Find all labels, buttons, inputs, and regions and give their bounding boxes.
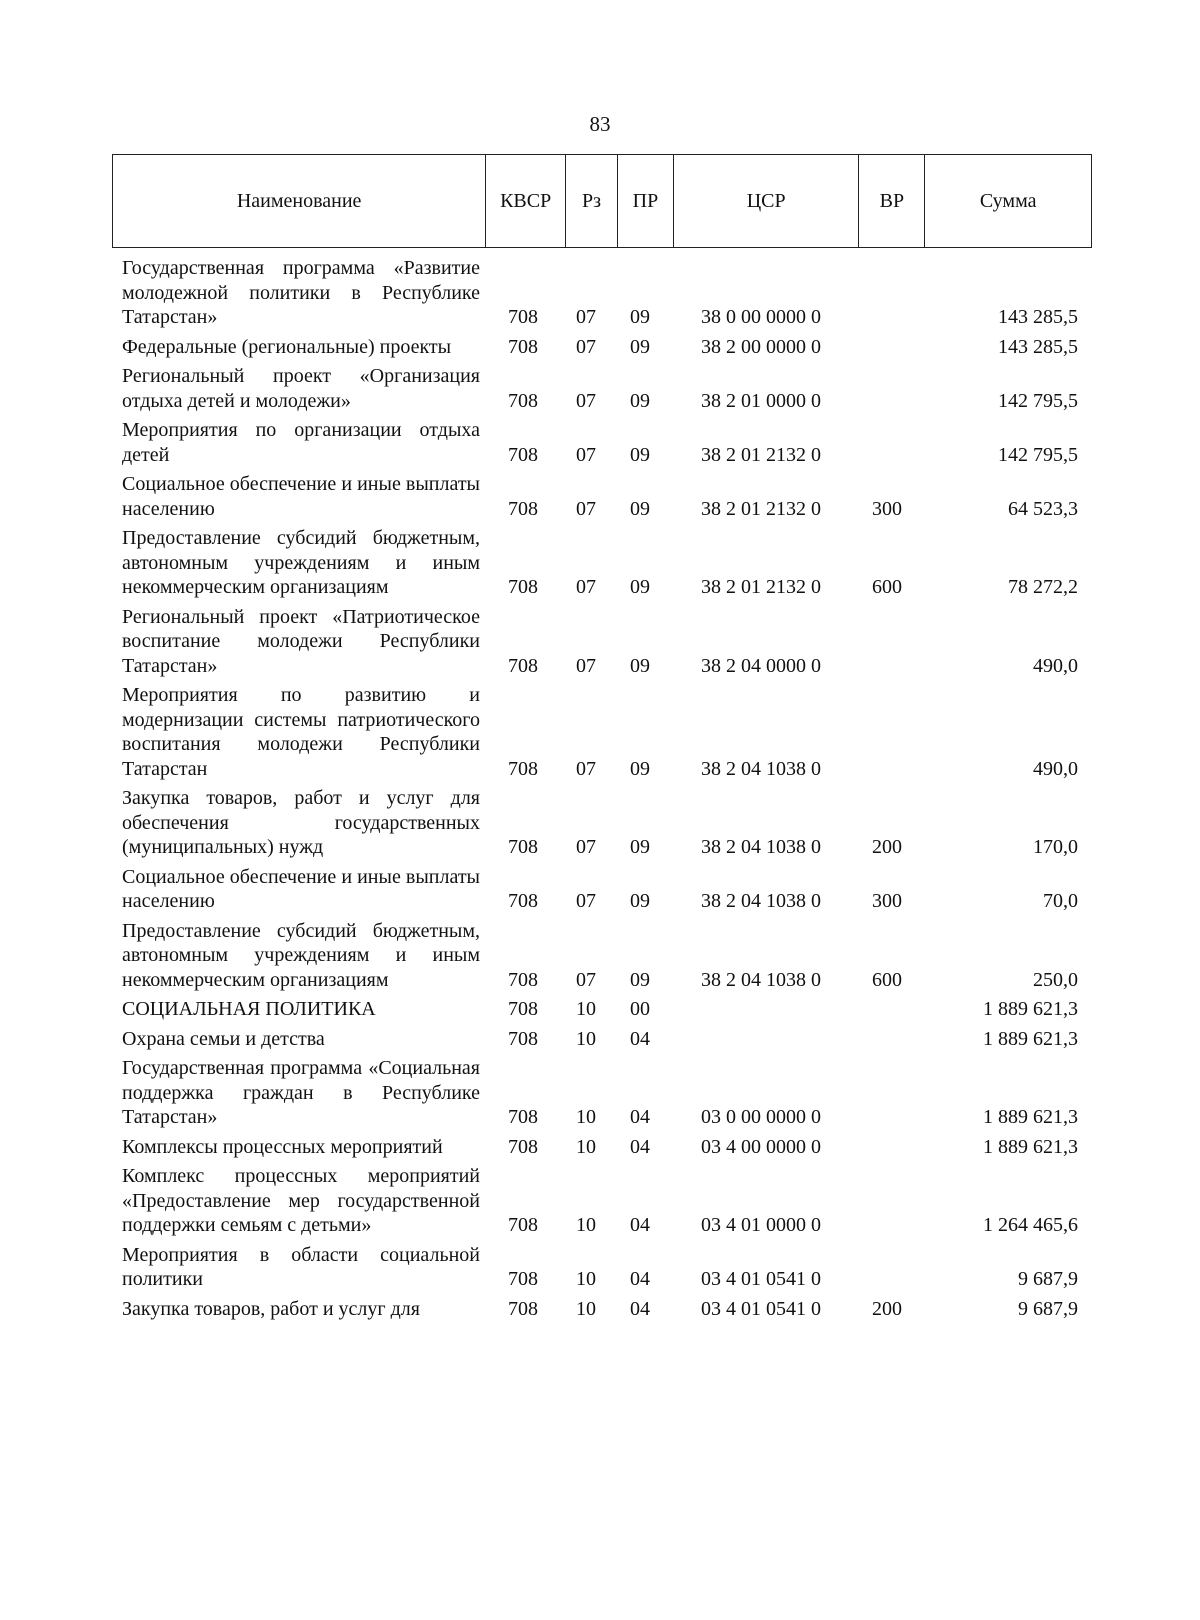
header-kvsr: КВСР xyxy=(486,155,566,247)
cell-kvsr: 708 xyxy=(508,576,538,598)
table-row xyxy=(112,786,1092,860)
header-name: Наименование xyxy=(113,155,486,247)
table-row xyxy=(112,1135,1092,1160)
cell-name: Закупка товаров, работ и услуг для xyxy=(122,1297,420,1320)
cell-pr: 04 xyxy=(630,1297,650,1320)
header-csr: ЦСР xyxy=(674,155,860,247)
cell-sum: 250,0 xyxy=(1033,968,1078,991)
cell-name: Региональный проект «Организация отдыха детей и молодежи» xyxy=(122,365,480,412)
cell-csr: 38 2 01 2132 0 xyxy=(701,497,821,520)
table-row xyxy=(112,1297,1092,1322)
cell-sum: 143 285,5 xyxy=(998,306,1078,328)
cell-rz: 07 xyxy=(576,335,596,358)
cell-rz: 10 xyxy=(576,1268,596,1290)
cell-name: Мероприятия по организации отдыха детей xyxy=(122,419,480,466)
table-row xyxy=(112,683,1092,781)
cell-kvsr: 708 xyxy=(508,1027,538,1050)
cell-rz: 10 xyxy=(576,1214,596,1236)
cell-pr: 09 xyxy=(630,443,650,466)
cell-rz: 10 xyxy=(576,1106,596,1128)
cell-sum: 142 795,5 xyxy=(998,443,1078,466)
table-row xyxy=(112,335,1092,360)
cell-vr: 300 xyxy=(872,890,902,912)
table-row xyxy=(112,919,1092,993)
cell-pr: 04 xyxy=(630,1106,650,1128)
cell-kvsr: 708 xyxy=(508,836,538,858)
cell-kvsr: 708 xyxy=(508,757,538,780)
cell-sum: 142 795,5 xyxy=(998,389,1078,412)
cell-name: Мероприятия по развитию и модернизации системы патриотического воспитания молодежи Республики Татарстан xyxy=(122,684,480,780)
cell-rz: 07 xyxy=(576,306,596,328)
cell-pr: 09 xyxy=(630,890,650,912)
cell-pr: 09 xyxy=(630,335,650,358)
cell-csr: 03 4 01 0000 0 xyxy=(701,1214,821,1236)
cell-rz: 07 xyxy=(576,576,596,598)
cell-csr: 38 2 04 1038 0 xyxy=(701,890,821,912)
cell-vr: 200 xyxy=(872,1297,902,1320)
cell-name: Предоставление субсидий бюджетным, автономным учреждениям и иным некоммерческим организациям xyxy=(122,527,480,598)
page-number: 83 xyxy=(589,112,611,136)
cell-pr: 09 xyxy=(630,306,650,328)
table-row xyxy=(112,1027,1092,1052)
table-row xyxy=(112,865,1092,914)
table-row xyxy=(112,1056,1092,1130)
table-row xyxy=(112,1164,1092,1238)
table-row xyxy=(112,418,1092,467)
cell-sum: 9 687,9 xyxy=(1018,1297,1078,1320)
cell-name: Федеральные (региональные) проекты xyxy=(122,335,452,358)
cell-sum: 78 272,2 xyxy=(1008,576,1078,598)
cell-csr: 03 0 00 0000 0 xyxy=(701,1106,821,1128)
cell-name: СОЦИАЛЬНАЯ ПОЛИТИКА xyxy=(122,998,376,1020)
cell-csr: 03 4 00 0000 0 xyxy=(701,1135,821,1158)
cell-name: Комплекс процессных мероприятий «Предоставление мер государственной поддержки семьям с детьми» xyxy=(122,1165,480,1236)
cell-vr: 600 xyxy=(872,576,902,598)
cell-csr: 38 2 04 1038 0 xyxy=(701,836,821,858)
table-row xyxy=(112,526,1092,600)
cell-kvsr: 708 xyxy=(508,968,538,991)
cell-rz: 07 xyxy=(576,836,596,858)
cell-vr: 600 xyxy=(872,968,902,991)
cell-sum: 70,0 xyxy=(1043,890,1078,912)
cell-pr: 09 xyxy=(630,836,650,858)
cell-rz: 07 xyxy=(576,389,596,412)
cell-rz: 07 xyxy=(576,968,596,991)
cell-pr: 09 xyxy=(630,389,650,412)
cell-csr: 03 4 01 0541 0 xyxy=(701,1268,821,1290)
cell-rz: 07 xyxy=(576,654,596,677)
cell-kvsr: 708 xyxy=(508,1214,538,1236)
cell-csr: 38 0 00 0000 0 xyxy=(701,306,821,328)
cell-sum: 9 687,9 xyxy=(1018,1268,1078,1290)
header-vr: ВР xyxy=(859,155,925,247)
cell-kvsr: 708 xyxy=(508,654,538,677)
cell-pr: 09 xyxy=(630,757,650,780)
cell-sum: 490,0 xyxy=(1033,654,1078,677)
cell-rz: 10 xyxy=(576,998,596,1020)
cell-sum: 64 523,3 xyxy=(1008,497,1078,520)
cell-name: Мероприятия в области социальной политики xyxy=(122,1243,480,1290)
cell-name: Предоставление субсидий бюджетным, автономным учреждениям и иным некоммерческим организациям xyxy=(122,919,480,991)
cell-name: Социальное обеспечение и иные выплаты населению xyxy=(122,473,480,520)
cell-pr: 04 xyxy=(630,1214,650,1236)
cell-csr: 38 2 04 0000 0 xyxy=(701,654,821,677)
cell-kvsr: 708 xyxy=(508,1268,538,1290)
cell-sum: 170,0 xyxy=(1033,836,1078,858)
cell-pr: 04 xyxy=(630,1027,650,1050)
table-row xyxy=(112,997,1092,1022)
cell-vr: 300 xyxy=(872,497,902,520)
table-row xyxy=(112,364,1092,413)
cell-pr: 04 xyxy=(630,1135,650,1158)
cell-rz: 10 xyxy=(576,1027,596,1050)
cell-csr: 38 2 04 1038 0 xyxy=(701,757,821,780)
cell-sum: 490,0 xyxy=(1033,757,1078,780)
cell-rz: 07 xyxy=(576,497,596,520)
cell-rz: 07 xyxy=(576,443,596,466)
cell-name: Закупка товаров, работ и услуг для обеспечения государственных (муниципальных) нужд xyxy=(122,787,480,858)
cell-rz: 10 xyxy=(576,1297,596,1320)
cell-csr: 38 2 01 0000 0 xyxy=(701,389,821,412)
cell-pr: 09 xyxy=(630,968,650,991)
cell-csr: 03 4 01 0541 0 xyxy=(701,1297,821,1320)
cell-sum: 1 264 465,6 xyxy=(983,1214,1078,1236)
table-row xyxy=(112,1243,1092,1292)
cell-sum: 1 889 621,3 xyxy=(983,1106,1078,1128)
cell-pr: 00 xyxy=(630,998,650,1020)
cell-sum: 143 285,5 xyxy=(998,335,1078,358)
cell-csr: 38 2 04 1038 0 xyxy=(701,968,821,991)
table-header xyxy=(112,154,1092,248)
cell-name: Государственная программа «Развитие молодежной политики в Республике Татарстан» xyxy=(122,257,480,328)
table-row xyxy=(112,472,1092,521)
cell-rz: 07 xyxy=(576,890,596,912)
cell-name: Социальное обеспечение и иные выплаты населению xyxy=(122,865,480,912)
cell-kvsr: 708 xyxy=(508,1297,538,1320)
header-pr: ПР xyxy=(618,155,674,247)
table-row xyxy=(112,256,1092,330)
cell-csr: 38 2 01 2132 0 xyxy=(701,576,821,598)
table-body xyxy=(112,256,1092,1326)
cell-kvsr: 708 xyxy=(508,389,538,412)
cell-sum: 1 889 621,3 xyxy=(983,998,1078,1020)
cell-sum: 1 889 621,3 xyxy=(983,1027,1078,1050)
cell-kvsr: 708 xyxy=(508,890,538,912)
cell-pr: 04 xyxy=(630,1268,650,1290)
cell-pr: 09 xyxy=(630,654,650,677)
cell-rz: 10 xyxy=(576,1135,596,1158)
cell-kvsr: 708 xyxy=(508,1106,538,1128)
cell-name: Охрана семьи и детства xyxy=(122,1027,325,1050)
cell-name: Государственная программа «Социальная поддержка граждан в Республике Татарстан» xyxy=(122,1057,480,1128)
cell-kvsr: 708 xyxy=(508,998,538,1020)
cell-name: Комплексы процессных мероприятий xyxy=(122,1135,443,1158)
cell-pr: 09 xyxy=(630,497,650,520)
cell-sum: 1 889 621,3 xyxy=(983,1135,1078,1158)
table-row xyxy=(112,605,1092,679)
cell-name: Региональный проект «Патриотическое воспитание молодежи Республики Татарстан» xyxy=(122,605,480,677)
cell-kvsr: 708 xyxy=(508,497,538,520)
cell-rz: 07 xyxy=(576,757,596,780)
cell-kvsr: 708 xyxy=(508,306,538,328)
cell-kvsr: 708 xyxy=(508,335,538,358)
cell-kvsr: 708 xyxy=(508,1135,538,1158)
cell-csr: 38 2 01 2132 0 xyxy=(701,443,821,466)
header-sum: Сумма xyxy=(979,189,1037,212)
cell-csr: 38 2 00 0000 0 xyxy=(701,335,821,358)
cell-pr: 09 xyxy=(630,576,650,598)
header-rz: Рз xyxy=(566,155,618,247)
cell-kvsr: 708 xyxy=(508,443,538,466)
cell-vr: 200 xyxy=(872,836,902,858)
